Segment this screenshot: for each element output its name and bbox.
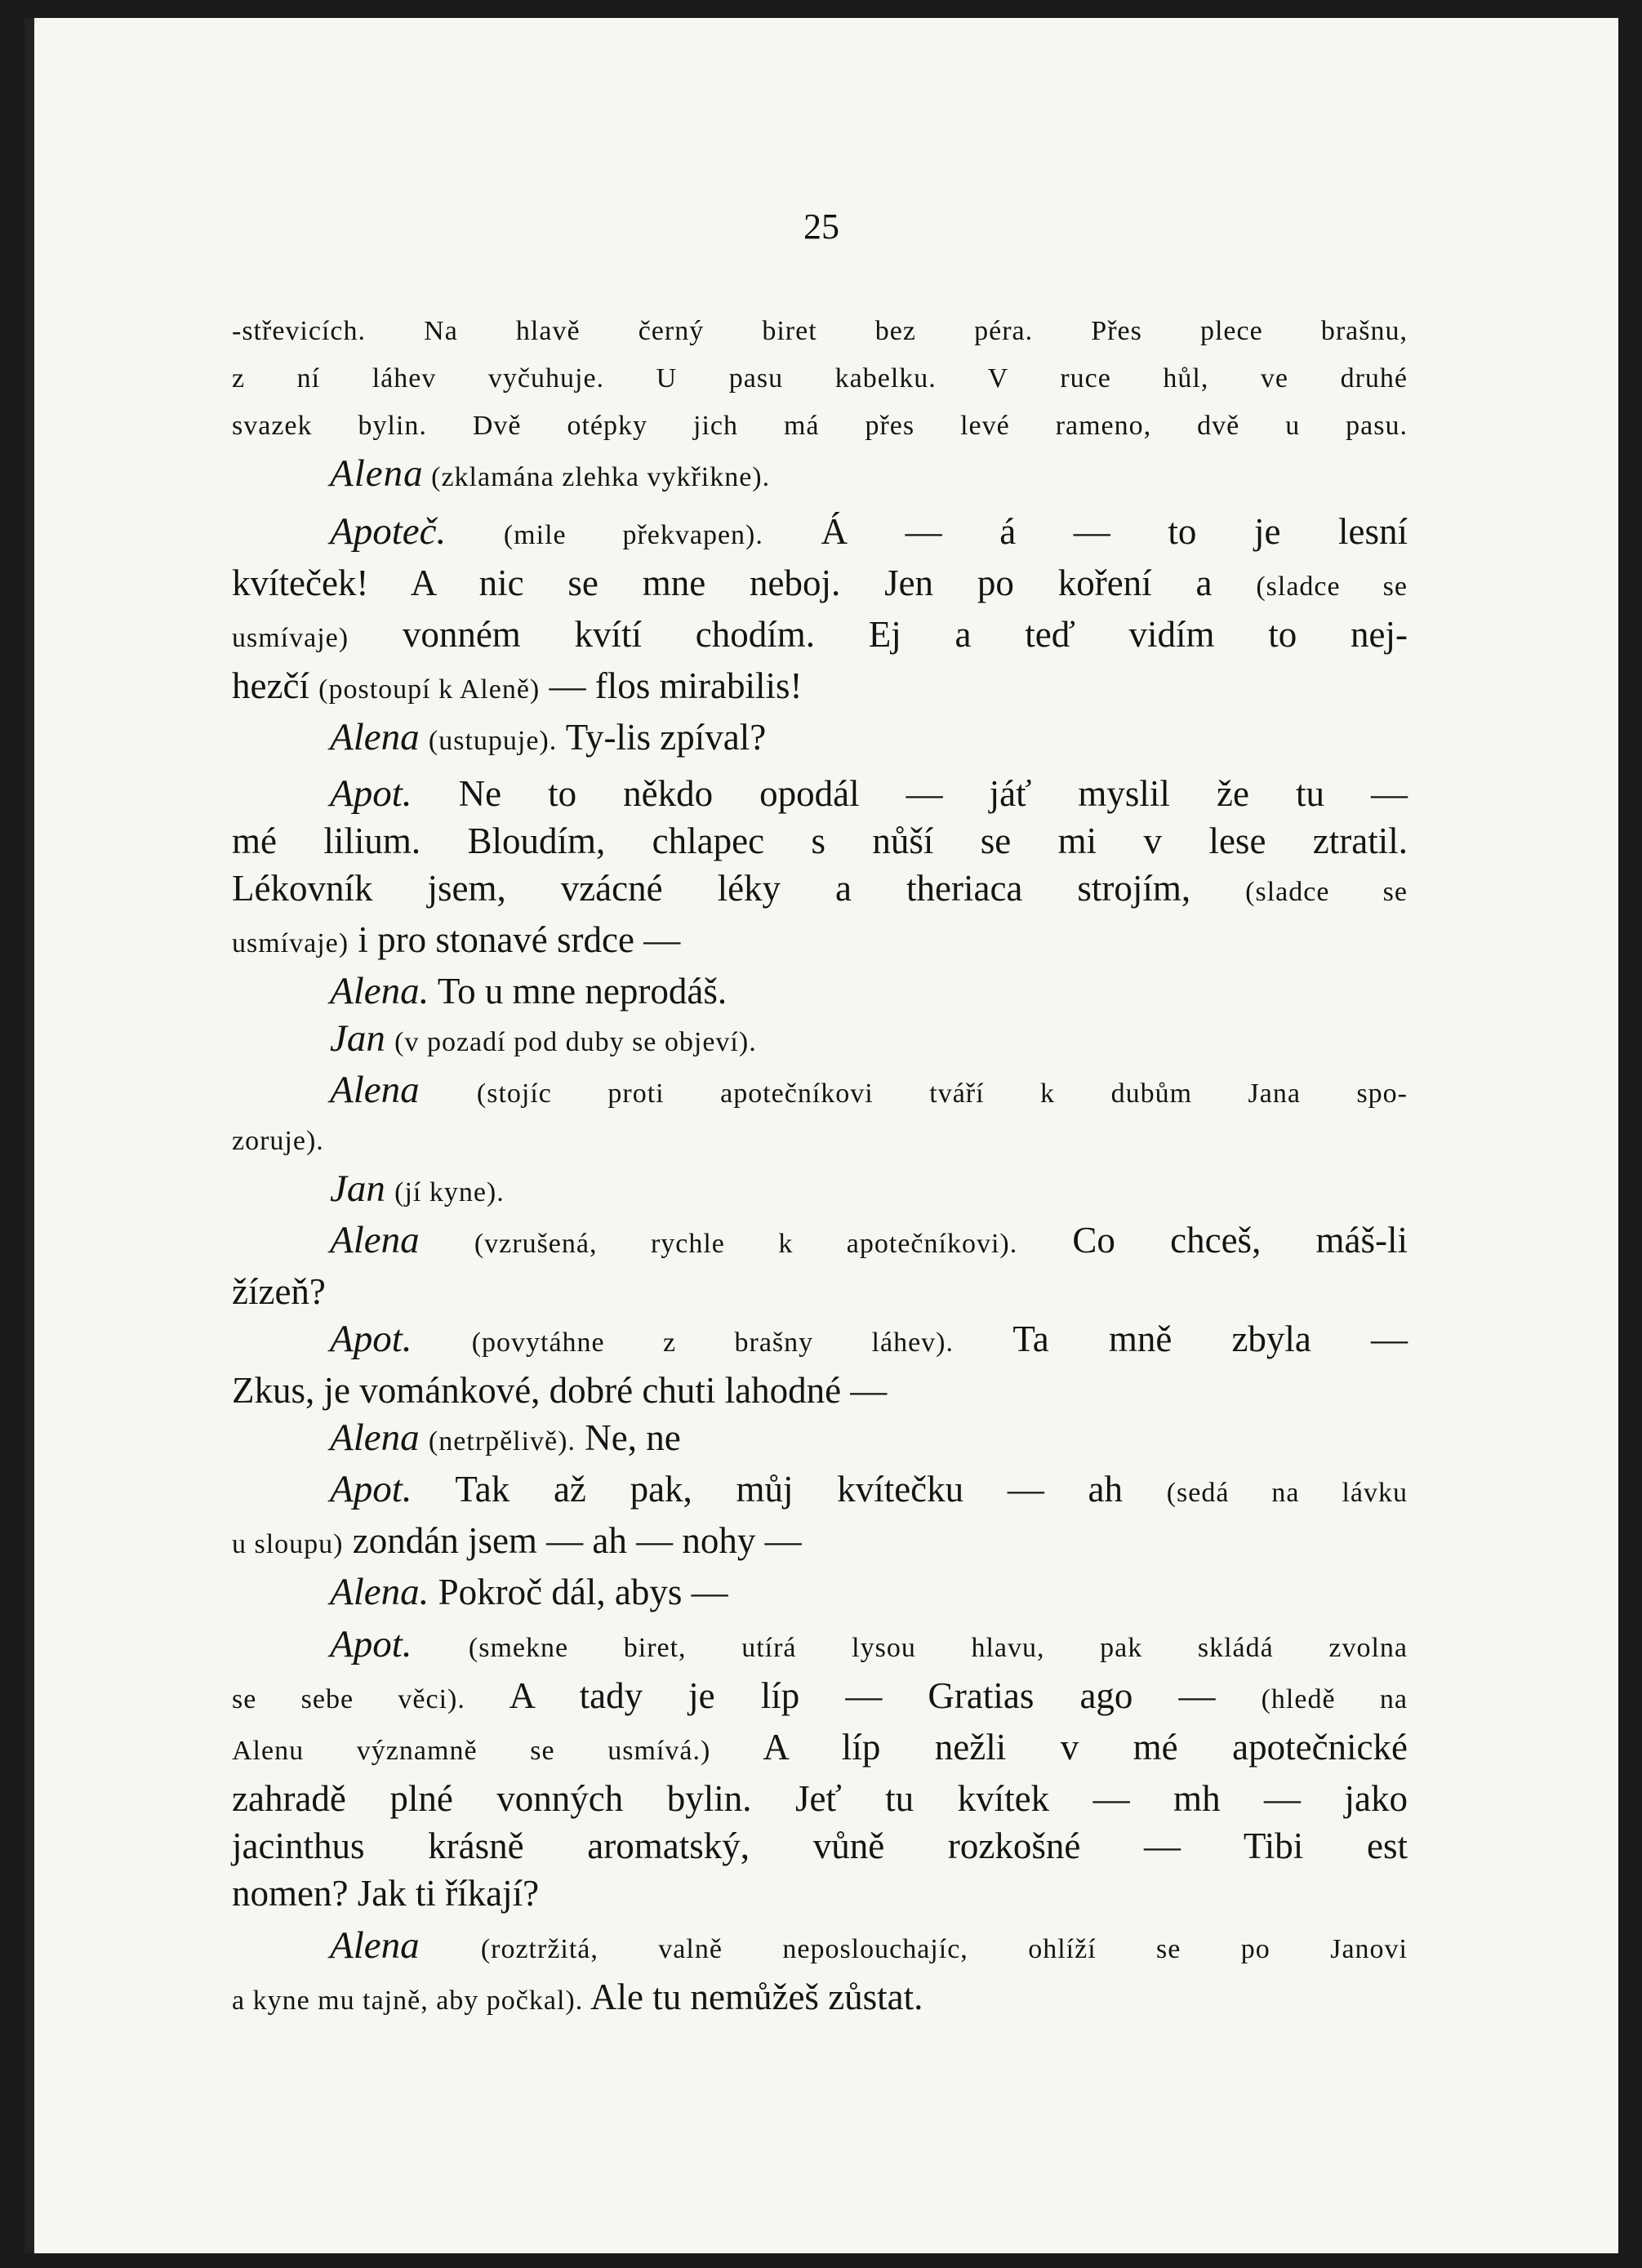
text-line: zoruje). — [232, 1126, 324, 1156]
text-line: nomen? Jak ti říkají? — [232, 1873, 540, 1914]
stage-direction: (mile překvapen). — [503, 520, 763, 550]
dialogue-line — [232, 1216, 1408, 1268]
spoken-text: A líp nežli v mé apotečnické — [763, 1727, 1408, 1768]
speaker-name: Alena — [330, 1924, 420, 1967]
dialogue-line — [232, 1922, 1408, 1973]
stage-direction: (netrpělivě). — [428, 1426, 576, 1456]
spoken-text: vonném kvítí chodím. Ej a teď vidím to nej- — [402, 614, 1408, 655]
dialogue-line — [232, 1465, 1408, 1517]
stage-direction: (ustupuje). — [428, 726, 558, 756]
dialogue-line — [232, 1414, 1408, 1465]
spoken-text: Ta mně zbyla — — [1012, 1319, 1408, 1359]
text-line: -střevicích. Na hlavě černý biret bez péra. Přes plece brašnu, — [232, 316, 1408, 346]
stage-direction: (jí kyne). — [394, 1177, 505, 1207]
spoken-text: Ne, ne — [585, 1417, 681, 1458]
stage-direction: (sedá na lávku — [1166, 1478, 1408, 1508]
text-line — [232, 1723, 1408, 1775]
spoken-text: Ale tu nemůžeš zůstat. — [590, 1977, 923, 2017]
speaker-name: Alena. — [330, 1571, 429, 1613]
dialogue-line — [232, 967, 1408, 1015]
speaker-name: Alena. — [330, 970, 429, 1012]
text-line: z ní láhev vyčuhuje. U pasu kabelku. V ruce hůl, ve druhé — [232, 363, 1408, 394]
spoken-text: Pokroč dál, abys — — [438, 1572, 728, 1612]
spoken-text: Á — á — to je lesní — [821, 511, 1408, 552]
stage-direction: Alenu významně se usmívá.) — [232, 1736, 711, 1766]
dialogue-line — [232, 1165, 1408, 1216]
stage-direction: (vzrušená, rychle k apotečníkovi). — [474, 1229, 1018, 1259]
text-line — [232, 662, 1408, 714]
play-text — [232, 308, 1408, 2025]
stage-direction: a kyne mu tajně, aby počkal). — [232, 1986, 584, 2016]
dialogue-line — [232, 508, 1408, 559]
text-line — [232, 1973, 1408, 2025]
stage-direction: (sladce se — [1256, 571, 1408, 602]
text-line: svazek bylin. Dvě otépky jich má přes levé rameno, dvě u pasu. — [232, 411, 1408, 441]
spoken-text: To u mne neprodáš. — [437, 971, 728, 1012]
speaker-name: Apot. — [330, 1318, 412, 1360]
dialogue-line — [232, 1621, 1408, 1672]
speaker-name: Apot. — [330, 1623, 412, 1665]
book-page — [24, 18, 1618, 2253]
dialogue-line — [232, 450, 1408, 501]
spoken-text: Ty-lis zpíval? — [565, 717, 767, 758]
speaker-name: Alena — [330, 716, 420, 758]
speaker-name: Alena — [330, 452, 424, 495]
speaker-name: Jan — [330, 1017, 385, 1060]
stage-direction: u sloupu) — [232, 1529, 344, 1559]
stage-direction: (roztržitá, valně neposlouchajíc, ohlíží se po Janovi — [480, 1934, 1408, 1964]
stage-direction: (postoupí k Aleně) — [318, 674, 541, 705]
spoken-text: kvíteček! A nic se mne neboj. Jen po koření a — [232, 563, 1213, 603]
spoken-text: Lékovník jsem, vzácné léky a theriaca strojím, — [232, 868, 1191, 909]
speaker-name: Alena — [330, 1219, 420, 1261]
spoken-text: Tak až pak, můj kvítečku — ah — [455, 1469, 1124, 1510]
text-line — [232, 916, 1408, 967]
spoken-text: Ne to někdo opodál — jáť myslil že tu — — [458, 773, 1408, 814]
stage-direction: (zklamána zlehka vykřikne). — [431, 462, 771, 492]
stage-direction: (v pozadí pod duby se objeví). — [394, 1027, 757, 1057]
dialogue-line — [232, 1066, 1408, 1118]
text-line: Zkus, je vománkové, dobré chuti lahodné — — [232, 1370, 888, 1411]
spoken-text: zondán jsem — ah — nohy — — [352, 1520, 802, 1561]
text-line — [232, 865, 1408, 916]
text-line: jacinthus krásně aromatský, vůně rozkošné — Tibi est — [232, 1826, 1408, 1866]
stage-direction: usmívaje) — [232, 623, 349, 653]
dialogue-line — [232, 1015, 1408, 1066]
spoken-text: Co chceš, máš-li — [1072, 1220, 1408, 1261]
text-line — [232, 1672, 1408, 1723]
speaker-name: Apot. — [330, 772, 412, 815]
spoken-text: i pro stonavé srdce — — [358, 919, 681, 960]
stage-direction: se sebe věci). — [232, 1684, 465, 1714]
text-line — [232, 559, 1408, 611]
text-line — [232, 1517, 1408, 1568]
page-number: 25 — [803, 207, 839, 247]
stage-direction: (stojíc proti apotečníkovi tváří k dubům Jana spo- — [476, 1078, 1408, 1109]
speaker-name: Alena — [330, 1416, 420, 1459]
speaker-name: Alena — [330, 1069, 420, 1111]
stage-direction: usmívaje) — [232, 928, 349, 958]
text-line: mé lilium. Bloudím, chlapec s nůší se mi v lese ztratil. — [232, 820, 1408, 861]
dialogue-line — [232, 714, 1408, 765]
stage-direction: (hledě na — [1261, 1684, 1408, 1714]
speaker-name: Apoteč. — [330, 510, 447, 553]
dialogue-line — [232, 1315, 1408, 1367]
text-line: žízeň? — [232, 1271, 326, 1312]
text-line — [232, 611, 1408, 662]
speaker-name: Jan — [330, 1167, 385, 1210]
speaker-name: Apot. — [330, 1468, 412, 1510]
stage-direction: (smekne biret, utírá lysou hlavu, pak skládá zvolna — [468, 1633, 1408, 1663]
text-line: zahradě plné vonných bylin. Jeť tu kvítek — mh — jako — [232, 1778, 1408, 1819]
dialogue-line — [232, 770, 1408, 817]
scan-edge-left — [24, 18, 34, 2253]
stage-direction: (povytáhne z brašny láhev). — [471, 1327, 954, 1358]
stage-direction: (sladce se — [1245, 877, 1408, 907]
spoken-text: hezčí — [232, 665, 309, 706]
dialogue-line — [232, 1568, 1408, 1616]
spoken-text: — flos mirabilis! — [549, 665, 803, 706]
spoken-text: A tady je líp — Gratias ago — — [509, 1675, 1216, 1716]
